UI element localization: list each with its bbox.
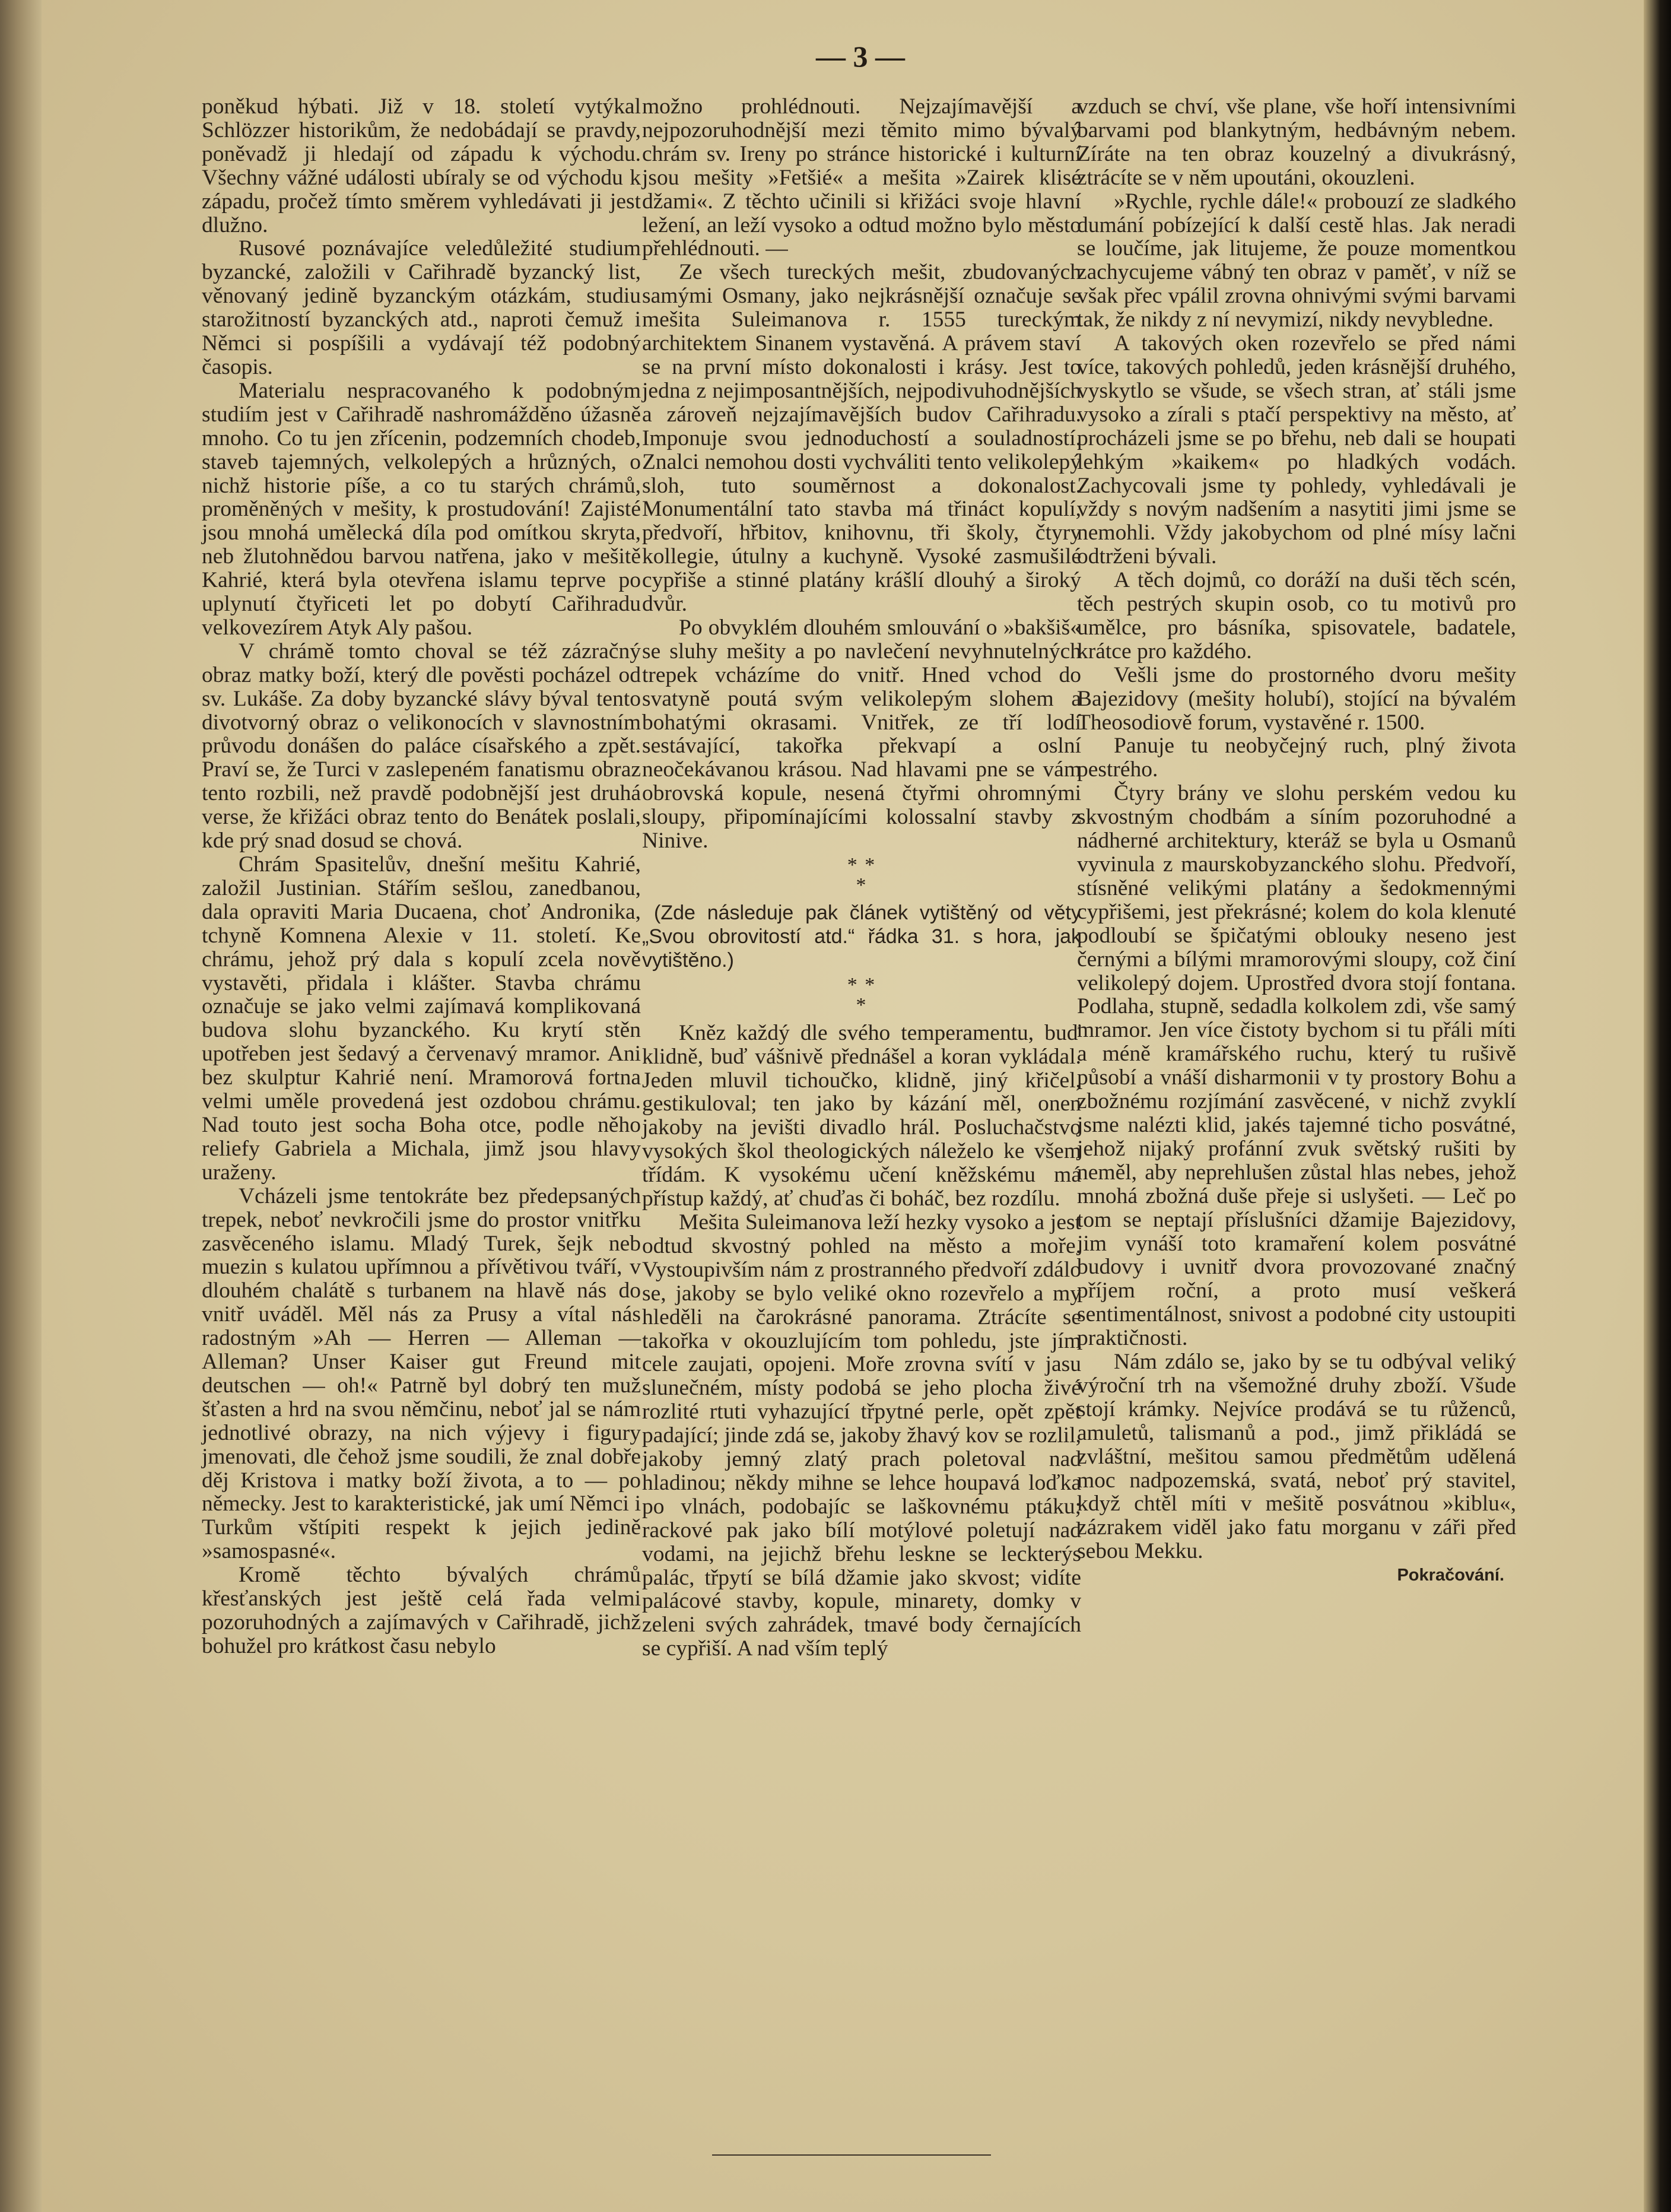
paragraph: možno prohlédnouti. Nejzajímavější a nejpozoruhodnější mezi těmito mimo bývalý chrám sv. Ireny po stránce historické i kulturní jsou mešity »Fetšié« a mešita »Zairek klisé džami«. Z těchto učinili si křižáci svoje hlavní ležení, an leží vysoko a odtud možno bylo město přehlédnouti. — [642,94,1081,261]
paragraph: »Rychle, rychle dále!« probouzí ze sladkého dumání pobízející k další cestě hlas. Jak neradi se loučíme, jak litujeme, že pouze momentkou zachycujeme vábný ten obraz v paměť, v níž se však přec vpálil zrovna ohnivými svými barvami tak, že nikdy z ní nevymizí, nikdy nevybledne. [1077,189,1516,332]
asterisks-top: * * [847,854,876,876]
paragraph: Chrám Spasitelův, dnešní mešitu Kahrié, založil Justinian. Stářím sešlou, zanedbanou, dala opraviti Maria Ducaena, choť Andronika, tchyně Komnena Alexie v 11. století. Ke chrámu, jehož prý dala s kopulí zcela nově vystavěti, přidala i klášter. Stavba chrámu označuje se jako velmi zajímavá komplikovaná budova slohu byzanckého. Ku krytí stěn upotřeben jest šedavý a červenavý mramor. Ani bez skulptur Kahrié není. Mramorová fortna velmi uměle provedená jest ozdobou chrámu. Nad touto jest socha Boha otce, podle něho reliefy Gabriela a Michala, jimž jsou hlavy uraženy. [202,852,641,1185]
column-1 [202,95,641,1658]
page-edge-shadow [1644,0,1671,2212]
paragraph: Rusové poznávajíce veledůležité studium byzancké, založili v Cařihradě byzancký list, věnovaný jedině byzanckým otázkám, studiu starožitností byzanckých atd., naproti čemuž i Němci si pospíšili a vydávají též podobný časopis. [202,236,641,379]
continued-label: Pokračování. [1397,1566,1504,1585]
binding-gutter [0,0,42,2212]
asterisks-top: * * [847,973,876,996]
paragraph: Vešli jsme do prostorného dvoru mešity Bajezidovy (mešity holubí), stojící na bývalém Theosodiově forum, vystavěné r. 1500. [1077,662,1516,735]
paragraph: Mešita Suleimanova leží hezky vysoko a jest odtud skvostný pohled na město a moře. Vystoupivším nám z prostranného předvoří zdálo se, jakoby se bylo veliké okno rozevřelo a my hleděli na čarokrásné panorama. Ztrácíte se takořka v okouzlujícím tom pohledu, jste jím cele zaujati, opojeni. Moře zrovna svítí v jasu slunečném, místy podobá se jeho plocha živé rozlité rtuti vyhazující třpytné perle, opět zpět padající; jinde zdá se, jakoby žhavý kov se rozlil, jakoby jemný zlatý prach poletoval nad hladinou; někdy mihne se lehce houpavá loďka po vlnách, podobajíc se laškovnému ptáku; rackové pak jako bílí motýlové poletují nad vodami, na jejichž břehu leskne se leckterýs palác, třpytí se bílá džamie jako skvost; vidíte palácové stavby, kopule, minarety, domky v zeleni svých zahrádek, tmavé body černajících se cypřiší. A nad vším teplý [642,1210,1081,1661]
column-2 [642,95,1081,1661]
page-number: — 3 — [816,40,905,73]
paragraph: Ze všech tureckých mešit, zbudovaných samými Osmany, jako nejkrásnější označuje se mešita Suleimanova r. 1555 tureckým architektem Sinanem vystavěná. A právem staví se na první místo dokonalosti i krásy. Jest to jedna z nejimposantnějších, nejpodivuhodnějších a zároveň nejzajímavějších budov Cařihradu. Imponuje svou jednoduchostí a souladností. Znalci nemohou dosti vychváliti tento velikolepý sloh, tuto souměrnost a dokonalost. Monumentální tato stavba má třináct kopulí, předvoří, hřbitov, knihovnu, tři školy, čtyry kollegie, útulny a kuchyně. Vysoké zasmušilé cypřiše a stinné platány krášlí dlouhý a široký dvůr. [642,260,1081,617]
paragraph: A takových oken rozevřelo se před námi více, takových pohledů, jeden krásnější druhého, vyskytlo se všude, se všech stran, ať stáli jsme vysoko a zírali s ptačí perspektivy na město, ať procházeli jsme se po břehu, neb dali se houpati lehkým »kaikem« po hladkých vodách. Zachycovali jsme ty pohledy, vyhledávali je vždy s novým nadšením a nasytiti jimi jsme se nemohli. Vždy jakobychom od plné mísy lačni odtrženi bývali. [1077,331,1516,569]
paragraph: A těch dojmů, co doráží na duši těch scén, těch pestrých skupin osob, co tu motivů pro umělce, pro básníka, spisovatele, badatele, krátce pro každého. [1077,568,1516,664]
paragraph: vzduch se chví, vše plane, vše hoří intensivními barvami pod blankytným, hedbávným nebem. Zíráte na ten obraz kouzelný a divukrásný, ztrácíte se v něm upoutáni, okouzleni. [1077,94,1516,190]
editorial-note: (Zde následuje pak článek vytištěný od věty „Svou obrovitostí atd.“ řádka 31. s hora, jak vytištěno.) [642,902,1081,972]
paragraph: Kromě těchto bývalých chrámů křesťanských jest ještě celá řada velmi pozoruhodných a zajímavých v Cařihradě, jichž bohužel pro krátkost času nebylo [202,1563,641,1658]
paragraph: Čtyry brány ve slohu perském vedou ku skvostným chodbám a síním pozoruhodné a nádherné architektury, kteráž se byla u Osmanů vyvinula z maurskobyzanckého slohu. Předvoří, stísněné velikými platány a šedokmennými cypřišemi, jest překrásné; kolem do kola klenuté podloubí se špičatými oblouky neseno jest černými a bílými mramorovými sloupy, což činí velikolepý dojem. Uprostřed dvora stojí fontana. Podlaha, stupně, sedadla kolkolem zdi, vše samý mramor. Jen více čistoty bychom si tu přáli míti a méně kramářského ruchu, který tu rušivě působí a vnáší disharmonii v ty prostory Bohu a zbožnému rozjímání zasvěcené, v nichž zvyklí jsme nalézti klid, jakés tajemné ticho posvátné, jehož nijaký profánní zvuk světský rušiti by neměl, aby neprehlušen zůstal hlas nebes, jehož mnohá zbožná duše přeje si uslyšeti. — Leč po tom se neptají příslušníci džamije Bajezidovy, jim vynáší toto kramaření kolem posvátné budovy i uvnitř dvora provozované značný příjem roční, a proto musí veškerá sentimentálnost, snivost a podobné city ustoupiti praktičnosti. [1077,781,1516,1351]
paragraph: Kněz každý dle svého temperamentu, buď klidně, buď vášnivě přednášel a koran vykládal. Jeden mluvil tichoučko, klidně, jiný křičel, gestikuloval; ten jako by kázání měl, onen jakoby na jevišti divadlo hrál. Posluchačstvo vysokých škol theologických náleželo ke všem třídám. K vysokému učení kněžskému má přístup každý, ať chuďas či boháč, bez rozdílu. [642,1020,1081,1211]
footer-rule [712,2154,991,2156]
paragraph: Po obvyklém dlouhém smlouvání o »bakšiš« se sluhy mešity a po navlečení nevyhnutelných trepek vcházíme do vnitř. Hned vchod do svatyně poutá svým velikolepým slohem a bohatými okrasami. Vnitřek, ze tří lodí sestávající, takořka překvapí a oslní neočekávanou krásou. Nad hlavami pne se vám obrovská kopule, nesená čtyřmi ohromnými sloupy, připomínajícími kolossalní stavby z Ninive. [642,615,1081,853]
section-separator-asterisks [642,853,1081,902]
paragraph: Nám zdálo se, jako by se tu odbýval veliký výroční trh na všemožné druhy zboží. Všude stojí krámky. Nejvíce prodává se tu růženců, amuletů, talismanů a pod., jimž přikládá se zvláštní, mešitou samou předmětům udělená moc nadpozemská, svatá, neboť prý stavitel, když chtěl míti v mešitě posvátnou »kiblu«, zázrakem viděl jako fatu morganu v záři před sebou Mekku. [1077,1350,1516,1564]
paragraph: Vcházeli jsme tentokráte bez předepsaných trepek, neboť nevkročili jsme do prostor vnitřku zasvěceného islamu. Mladý Turek, šejk neb muezin s kulatou upřímnou a přívětivou tváří, v dlouhém chalátě s turbanem na hlavě nás do vnitř uváděl. Měl nás za Prusy a vítal nás radostným »Ah — Herren — Alleman — Alleman? Unser Kaiser gut Freund mit deutschen — oh!« Patrně byl dobrý ten muž šťasten a hrd na svou němčinu, neboť jal se nám jednotlivé obrazy, na nich výjevy i figury jmenovati, dle čehož jsme soudili, že znal dobře děj Kristova i matky boží života, a to — po německy. Jest to karakteristické, jak umí Němci i Turkům vštípiti respekt k jejich jedině »samospasné«. [202,1183,641,1564]
section-separator-asterisks-2 [642,973,1081,1021]
asterisks-bottom: * [856,994,868,1016]
paragraph: V chrámě tomto choval se též zázračný obraz matky boží, který dle pověsti pocházel od sv. Lukáše. Za doby byzancké slávy býval tento divotvorný obraz o velikonocích v slavnostním průvodu donášen do paláce císařského a zpět. Praví se, že Turci v zaslepeném fanatismu obraz tento rozbili, než pravdě podobnější jest druhá verse, že křižáci obraz tento do Benátek poslali, kde prý snad dosud se chová. [202,639,641,853]
paragraph: poněkud hýbati. Již v 18. století vytýkal Schlözzer historikům, že nedobádají se pravdy, poněvadž ji hledají od západu k východu. Všechny vážné události ubíraly se od východu k západu, pročež tímto směrem vyhledávati ji jest dlužno. [202,94,641,237]
asterisks-bottom: * [856,874,868,896]
paragraph: Panuje tu neobyčejný ruch, plný života pestrého. [1077,734,1516,782]
paragraph: Materialu nespracovaného k podobným studiím jest v Cařihradě nashromážděno úžasně mnoho. Co tu jen zřícenin, podzemních chodeb, staveb tajemných, velkolepých a hrůzných, o nichž historie píše, a co tu starých chrámů, proměněných v mešity, k prostudování! Zajisté jsou mnohá umělecká díla pod omítkou skryta, neb žlutohnědou barvou natřena, jako v mešitě Kahrié, která byla otevřena islamu teprve po uplynutí čtyřiceti let po dobytí Cařihradu velkovezírem Atyk Aly pašou. [202,378,641,640]
column-3 [1077,95,1516,1587]
